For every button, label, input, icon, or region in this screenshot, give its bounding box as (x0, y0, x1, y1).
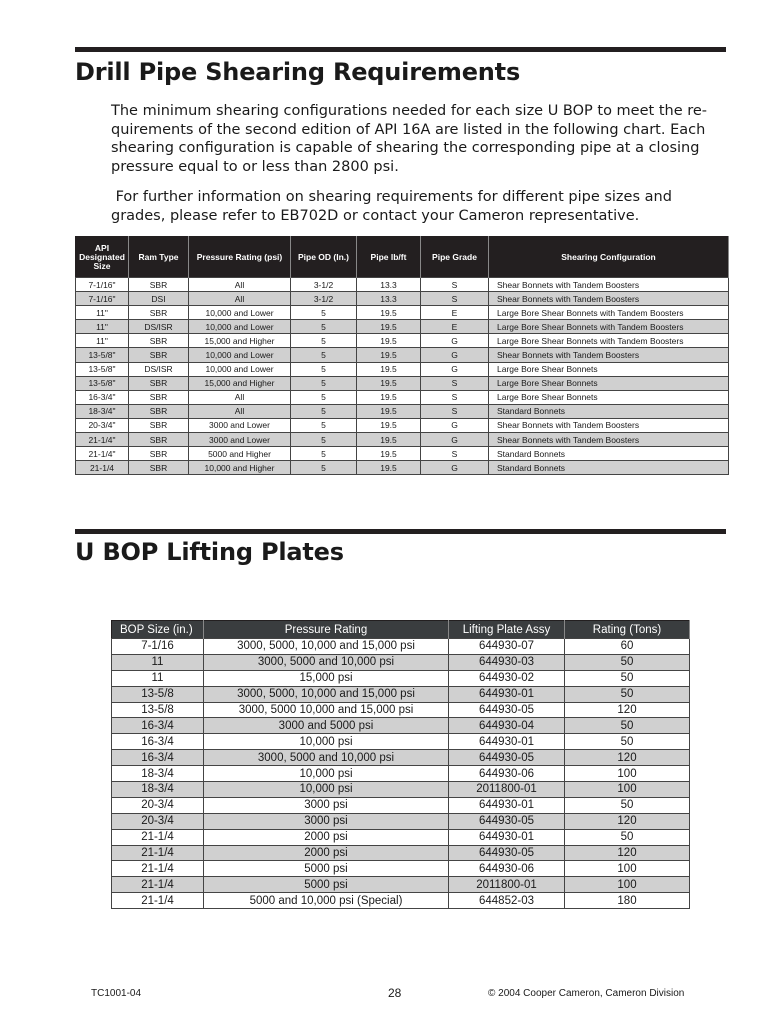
table-cell: G (421, 418, 489, 432)
table-cell: S (421, 292, 489, 306)
table-cell: 7-1/16" (76, 278, 129, 292)
table-cell: SBR (129, 433, 189, 447)
table-cell: DS/ISR (129, 320, 189, 334)
footer-doc-code: TC1001-04 (91, 988, 142, 999)
table-cell: S (421, 447, 489, 461)
table-cell: 2000 psi (204, 845, 449, 861)
table-cell: 21-1/4" (76, 433, 129, 447)
table-cell: 50 (565, 686, 690, 702)
table-cell: 5 (291, 376, 357, 390)
table-cell: 21-1/4 (112, 861, 204, 877)
table-row (76, 461, 729, 475)
table-row (76, 278, 729, 292)
table-cell: 644930-06 (449, 861, 565, 877)
table-row (76, 320, 729, 334)
table-cell: Shear Bonnets with Tandem Boosters (489, 348, 729, 362)
table-cell: 15,000 psi (204, 670, 449, 686)
col-header-rating-tons: Rating (Tons) (565, 621, 690, 639)
table-row (112, 861, 690, 877)
shearing-table-body (76, 278, 729, 475)
col-header-pipe-od: Pipe OD (In.) (291, 237, 357, 278)
table-cell: S (421, 390, 489, 404)
table-cell: 100 (565, 861, 690, 877)
table-cell: DSI (129, 292, 189, 306)
table-cell: 19.5 (357, 348, 421, 362)
table-cell: 3000, 5000 and 10,000 psi (204, 654, 449, 670)
table-cell: 120 (565, 750, 690, 766)
table-cell: 644930-02 (449, 670, 565, 686)
table-cell: 5 (291, 306, 357, 320)
table-cell: 13-5/8" (76, 376, 129, 390)
table-cell: 644930-06 (449, 766, 565, 782)
table-cell: 3000, 5000 10,000 and 15,000 psi (204, 702, 449, 718)
table-row (76, 376, 729, 390)
table-row (112, 654, 690, 670)
table-cell: Shear Bonnets with Tandem Boosters (489, 278, 729, 292)
table-row (112, 877, 690, 893)
table-cell: 11 (112, 670, 204, 686)
table-row (112, 766, 690, 782)
lifting-table-body (112, 639, 690, 909)
table-cell: 10,000 psi (204, 734, 449, 750)
table-cell: G (421, 334, 489, 348)
table-cell: E (421, 306, 489, 320)
table-cell: 3-1/2 (291, 292, 357, 306)
col-header-ram-type: Ram Type (129, 237, 189, 278)
table-cell: 21-1/4" (76, 447, 129, 461)
table-row (76, 390, 729, 404)
col-header-pipe-grade: Pipe Grade (421, 237, 489, 278)
table-cell: 19.5 (357, 418, 421, 432)
table-cell: 644930-05 (449, 845, 565, 861)
table-cell: 50 (565, 829, 690, 845)
table-cell: S (421, 376, 489, 390)
table-cell: 15,000 and Higher (189, 334, 291, 348)
table-row (112, 845, 690, 861)
table-cell: 644930-01 (449, 797, 565, 813)
table-cell: 3-1/2 (291, 278, 357, 292)
table-cell: All (189, 404, 291, 418)
table-cell: Large Bore Shear Bonnets (489, 390, 729, 404)
section-rule-middle (75, 529, 726, 534)
table-cell: 5000 psi (204, 861, 449, 877)
table-cell: 21-1/4 (112, 829, 204, 845)
col-header-pipe-lbft: Pipe lb/ft (357, 237, 421, 278)
table-row (76, 292, 729, 306)
table-cell: 21-1/4 (76, 461, 129, 475)
table-cell: 644930-05 (449, 813, 565, 829)
table-cell: Shear Bonnets with Tandem Boosters (489, 433, 729, 447)
table-cell: SBR (129, 376, 189, 390)
table-cell: 20-3/4 (112, 813, 204, 829)
table-cell: G (421, 362, 489, 376)
table-cell: SBR (129, 418, 189, 432)
table-cell: 19.5 (357, 433, 421, 447)
table-cell: 16-3/4" (76, 390, 129, 404)
table-cell: SBR (129, 461, 189, 475)
table-cell: 644930-01 (449, 734, 565, 750)
table-cell: 50 (565, 670, 690, 686)
table-cell: G (421, 461, 489, 475)
table-row (112, 829, 690, 845)
table-cell: DS/ISR (129, 362, 189, 376)
table-cell: 5 (291, 320, 357, 334)
table-cell: 3000 and Lower (189, 418, 291, 432)
table-cell: 19.5 (357, 362, 421, 376)
col-header-pressure-rating: Pressure Rating (204, 621, 449, 639)
table-cell: 15,000 and Higher (189, 376, 291, 390)
table-cell: 2000 psi (204, 829, 449, 845)
table-row (112, 797, 690, 813)
table-cell: G (421, 433, 489, 447)
table-cell: Large Bore Shear Bonnets with Tandem Boosters (489, 306, 729, 320)
table-cell: 10,000 and Higher (189, 461, 291, 475)
table-cell: SBR (129, 404, 189, 418)
table-cell: 19.5 (357, 390, 421, 404)
table-cell: 19.5 (357, 376, 421, 390)
table-cell: 10,000 and Lower (189, 348, 291, 362)
table-cell: Shear Bonnets with Tandem Boosters (489, 418, 729, 432)
footer-copyright: © 2004 Cooper Cameron, Cameron Division (488, 988, 685, 999)
table-cell: 5 (291, 418, 357, 432)
section-rule-top (75, 47, 726, 52)
table-cell: 10,000 and Lower (189, 306, 291, 320)
table-cell: 20-3/4" (76, 418, 129, 432)
table-cell: Large Bore Shear Bonnets (489, 376, 729, 390)
table-cell: 5 (291, 461, 357, 475)
table-cell: 19.5 (357, 320, 421, 334)
table-cell: 3000 psi (204, 813, 449, 829)
table-cell: 5000 and Higher (189, 447, 291, 461)
table-cell: 19.5 (357, 461, 421, 475)
table-cell: 18-3/4 (112, 766, 204, 782)
section-title-drill-pipe: Drill Pipe Shearing Requirements (75, 58, 521, 86)
table-cell: SBR (129, 348, 189, 362)
table-cell: 50 (565, 718, 690, 734)
table-cell: E (421, 320, 489, 334)
col-header-api-size: API Designated Size (76, 237, 129, 278)
table-cell: 7-1/16 (112, 639, 204, 655)
table-row (112, 686, 690, 702)
footer-page-number: 28 (388, 986, 402, 1000)
table-row (76, 433, 729, 447)
table-cell: 2011800-01 (449, 877, 565, 893)
table-cell: 10,000 and Lower (189, 320, 291, 334)
table-row (112, 718, 690, 734)
table-cell: 120 (565, 845, 690, 861)
table-row (112, 893, 690, 909)
table-cell: 10,000 psi (204, 766, 449, 782)
table-cell: 13-5/8 (112, 702, 204, 718)
table-cell: 3000, 5000, 10,000 and 15,000 psi (204, 686, 449, 702)
table-cell: 21-1/4 (112, 845, 204, 861)
table-cell: 5 (291, 404, 357, 418)
table-cell: 11 (112, 654, 204, 670)
table-cell: SBR (129, 278, 189, 292)
table-row (76, 334, 729, 348)
table-cell: 5 (291, 433, 357, 447)
table-cell: Standard Bonnets (489, 447, 729, 461)
table-cell: 20-3/4 (112, 797, 204, 813)
table-cell: 5 (291, 390, 357, 404)
col-header-shearing-config: Shearing Configuration (489, 237, 729, 278)
table-cell: 5 (291, 334, 357, 348)
col-header-lifting-plate-assy: Lifting Plate Assy (449, 621, 565, 639)
table-cell: 50 (565, 734, 690, 750)
table-cell: 3000, 5000 and 10,000 psi (204, 750, 449, 766)
table-cell: 100 (565, 877, 690, 893)
table-cell: SBR (129, 334, 189, 348)
table-cell: Standard Bonnets (489, 461, 729, 475)
table-cell: 13-5/8" (76, 362, 129, 376)
table-cell: 644930-05 (449, 750, 565, 766)
table-cell: 50 (565, 797, 690, 813)
intro-paragraph: The minimum shearing configurations needed for each size U BOP to meet the re-quirements of the second edition of API 16A are listed in the following chart. Each shearing configuration is capable of shearing the corresponding pipe at a closing pressure equal to or less than 2800 psi. (111, 103, 708, 175)
table-cell: 10,000 and Lower (189, 362, 291, 376)
table-cell: 5 (291, 362, 357, 376)
table-cell: All (189, 278, 291, 292)
table-cell: G (421, 348, 489, 362)
table-cell: 3000 psi (204, 797, 449, 813)
table-cell: 100 (565, 766, 690, 782)
table-cell: 11" (76, 306, 129, 320)
table-cell: All (189, 292, 291, 306)
table-cell: 19.5 (357, 334, 421, 348)
table-cell: 2011800-01 (449, 782, 565, 798)
table-row (112, 639, 690, 655)
table-cell: 120 (565, 813, 690, 829)
table-cell: Large Bore Shear Bonnets with Tandem Boosters (489, 320, 729, 334)
table-cell: 19.5 (357, 447, 421, 461)
table-cell: 644930-04 (449, 718, 565, 734)
table-cell: 100 (565, 782, 690, 798)
table-row (112, 782, 690, 798)
table-row (76, 418, 729, 432)
table-cell: 3000 and 5000 psi (204, 718, 449, 734)
table-cell: 5000 psi (204, 877, 449, 893)
table-cell: 10,000 psi (204, 782, 449, 798)
table-cell: 3000 and Lower (189, 433, 291, 447)
table-header-row (112, 621, 690, 639)
table-cell: 7-1/16" (76, 292, 129, 306)
table-cell: Shear Bonnets with Tandem Boosters (489, 292, 729, 306)
table-row (112, 670, 690, 686)
table-cell: 21-1/4 (112, 877, 204, 893)
table-row (112, 813, 690, 829)
table-cell: 11" (76, 320, 129, 334)
info-paragraph-text: For further information on shearing requirements for different pipe sizes and grades, please refer to EB702D or contact your Cameron representative. (111, 189, 672, 224)
table-cell: Standard Bonnets (489, 404, 729, 418)
shearing-requirements-table (75, 236, 729, 475)
table-cell: 644930-07 (449, 639, 565, 655)
table-cell: 13-5/8" (76, 348, 129, 362)
table-row (112, 734, 690, 750)
col-header-bop-size: BOP Size (in.) (112, 621, 204, 639)
table-row (112, 750, 690, 766)
table-cell: SBR (129, 447, 189, 461)
table-row (112, 702, 690, 718)
table-cell: 180 (565, 893, 690, 909)
table-cell: 18-3/4 (112, 782, 204, 798)
table-cell: 644930-05 (449, 702, 565, 718)
table-cell: 5 (291, 447, 357, 461)
table-cell: SBR (129, 390, 189, 404)
col-header-pressure-rating: Pressure Rating (psi) (189, 237, 291, 278)
info-paragraph (111, 188, 725, 225)
table-cell: 16-3/4 (112, 734, 204, 750)
table-cell: 13.3 (357, 292, 421, 306)
table-cell: 3000, 5000, 10,000 and 15,000 psi (204, 639, 449, 655)
section-title-lifting-plates: U BOP Lifting Plates (75, 538, 344, 566)
table-cell: 19.5 (357, 404, 421, 418)
table-row (76, 404, 729, 418)
table-cell: 5 (291, 348, 357, 362)
table-cell: 13-5/8 (112, 686, 204, 702)
table-cell: Large Bore Shear Bonnets with Tandem Boosters (489, 334, 729, 348)
table-row (76, 348, 729, 362)
table-row (76, 306, 729, 320)
table-cell: 19.5 (357, 306, 421, 320)
table-cell: 50 (565, 654, 690, 670)
table-cell: 11" (76, 334, 129, 348)
table-cell: S (421, 404, 489, 418)
table-header-row (76, 237, 729, 278)
table-cell: 644930-01 (449, 686, 565, 702)
table-row (76, 447, 729, 461)
table-cell: 16-3/4 (112, 750, 204, 766)
table-cell: 13.3 (357, 278, 421, 292)
table-cell: 21-1/4 (112, 893, 204, 909)
table-cell: S (421, 278, 489, 292)
table-cell: 644930-01 (449, 829, 565, 845)
table-cell: 5000 and 10,000 psi (Special) (204, 893, 449, 909)
table-row (76, 362, 729, 376)
table-cell: 18-3/4" (76, 404, 129, 418)
table-cell: All (189, 390, 291, 404)
table-cell: 644930-03 (449, 654, 565, 670)
table-cell: Large Bore Shear Bonnets (489, 362, 729, 376)
table-cell: 16-3/4 (112, 718, 204, 734)
lifting-plates-table (111, 620, 690, 909)
table-cell: 644852-03 (449, 893, 565, 909)
table-cell: SBR (129, 306, 189, 320)
table-cell: 120 (565, 702, 690, 718)
table-cell: 60 (565, 639, 690, 655)
